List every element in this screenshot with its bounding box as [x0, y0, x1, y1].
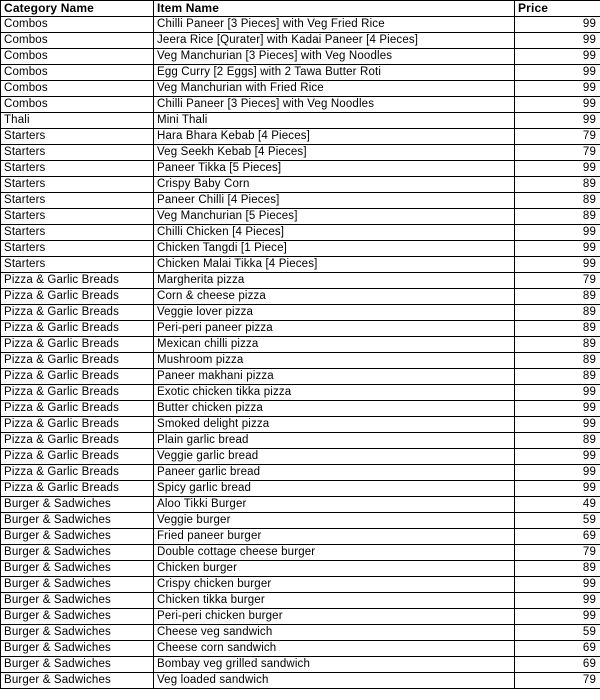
table-row: [1, 241, 600, 257]
column-header-item[interactable]: Item Name: [154, 1, 515, 17]
table-row: [1, 545, 600, 561]
price-cell[interactable]: 89: [515, 209, 600, 225]
category-cell[interactable]: Pizza & Garlic Breads: [1, 417, 154, 433]
price-cell[interactable]: 69: [515, 641, 600, 657]
table-row: [1, 609, 600, 625]
category-cell[interactable]: Burger & Sadwiches: [1, 497, 154, 513]
category-cell[interactable]: Pizza & Garlic Breads: [1, 321, 154, 337]
item-name-cell[interactable]: Aloo Tikki Burger: [154, 497, 515, 513]
item-name-cell[interactable]: Veg Manchurian with Fried Rice: [154, 81, 515, 97]
price-cell[interactable]: 59: [515, 625, 600, 641]
item-name-cell[interactable]: Chilli Paneer [3 Pieces] with Veg Noodles: [154, 97, 515, 113]
table-row: [1, 97, 600, 113]
category-cell[interactable]: Combos: [1, 17, 154, 33]
item-name-cell[interactable]: Corn & cheese pizza: [154, 289, 515, 305]
table-row: [1, 401, 600, 417]
price-cell[interactable]: 79: [515, 273, 600, 289]
column-header-category[interactable]: Category Name: [1, 1, 154, 17]
item-name-cell[interactable]: Chicken tikka burger: [154, 593, 515, 609]
item-name-cell[interactable]: Peri-peri paneer pizza: [154, 321, 515, 337]
category-cell[interactable]: Starters: [1, 177, 154, 193]
header-row: [1, 1, 600, 17]
category-cell[interactable]: Starters: [1, 145, 154, 161]
table-row: [1, 369, 600, 385]
price-cell[interactable]: 89: [515, 337, 600, 353]
item-name-cell[interactable]: Veg loaded sandwich: [154, 673, 515, 689]
price-cell[interactable]: 79: [515, 129, 600, 145]
item-name-cell[interactable]: Cheese corn sandwich: [154, 641, 515, 657]
item-name-cell[interactable]: Mini Thali: [154, 113, 515, 129]
category-cell[interactable]: Burger & Sadwiches: [1, 529, 154, 545]
category-cell[interactable]: Pizza & Garlic Breads: [1, 273, 154, 289]
table-row: [1, 337, 600, 353]
item-name-cell[interactable]: Paneer Chilli [4 Pieces]: [154, 193, 515, 209]
table-row: [1, 113, 600, 129]
item-name-cell[interactable]: Chicken Malai Tikka [4 Pieces]: [154, 257, 515, 273]
item-name-cell[interactable]: Paneer garlic bread: [154, 465, 515, 481]
table-row: [1, 321, 600, 337]
category-cell[interactable]: Starters: [1, 225, 154, 241]
item-name-cell[interactable]: Mushroom pizza: [154, 353, 515, 369]
category-cell[interactable]: Pizza & Garlic Breads: [1, 465, 154, 481]
table-row: [1, 49, 600, 65]
table-row: [1, 273, 600, 289]
price-cell[interactable]: 99: [515, 161, 600, 177]
item-name-cell[interactable]: Chilli Chicken [4 Pieces]: [154, 225, 515, 241]
category-cell[interactable]: Burger & Sadwiches: [1, 561, 154, 577]
category-cell[interactable]: Burger & Sadwiches: [1, 609, 154, 625]
item-name-cell[interactable]: Butter chicken pizza: [154, 401, 515, 417]
table-row: [1, 81, 600, 97]
price-cell[interactable]: 89: [515, 321, 600, 337]
category-cell[interactable]: Pizza & Garlic Breads: [1, 337, 154, 353]
item-name-cell[interactable]: Peri-peri chicken burger: [154, 609, 515, 625]
table-row: [1, 289, 600, 305]
table-row: [1, 449, 600, 465]
item-name-cell[interactable]: Cheese veg sandwich: [154, 625, 515, 641]
price-cell[interactable]: 99: [515, 65, 600, 81]
price-cell[interactable]: 99: [515, 417, 600, 433]
table-row: [1, 673, 600, 689]
price-cell[interactable]: 99: [515, 577, 600, 593]
price-cell[interactable]: 89: [515, 193, 600, 209]
item-name-cell[interactable]: Double cottage cheese burger: [154, 545, 515, 561]
category-cell[interactable]: Pizza & Garlic Breads: [1, 369, 154, 385]
price-cell[interactable]: 79: [515, 545, 600, 561]
table-row: [1, 33, 600, 49]
price-cell[interactable]: 89: [515, 289, 600, 305]
category-cell[interactable]: Combos: [1, 49, 154, 65]
category-cell[interactable]: Starters: [1, 129, 154, 145]
price-cell[interactable]: 99: [515, 385, 600, 401]
table-row: [1, 305, 600, 321]
table-row: [1, 657, 600, 673]
item-name-cell[interactable]: Exotic chicken tikka pizza: [154, 385, 515, 401]
price-cell[interactable]: 89: [515, 305, 600, 321]
category-cell[interactable]: Pizza & Garlic Breads: [1, 385, 154, 401]
item-name-cell[interactable]: Chicken Tangdi [1 Piece]: [154, 241, 515, 257]
category-cell[interactable]: Burger & Sadwiches: [1, 513, 154, 529]
price-cell[interactable]: 89: [515, 353, 600, 369]
item-name-cell[interactable]: Paneer makhani pizza: [154, 369, 515, 385]
table-row: [1, 385, 600, 401]
price-cell[interactable]: 99: [515, 81, 600, 97]
price-cell[interactable]: 79: [515, 145, 600, 161]
item-name-cell[interactable]: Veggie lover pizza: [154, 305, 515, 321]
category-cell[interactable]: Starters: [1, 209, 154, 225]
item-name-cell[interactable]: Jeera Rice [Qurater] with Kadai Paneer [4 Pieces]: [154, 33, 515, 49]
price-cell[interactable]: 99: [515, 593, 600, 609]
price-cell[interactable]: 99: [515, 241, 600, 257]
price-cell[interactable]: 89: [515, 433, 600, 449]
price-cell[interactable]: 49: [515, 497, 600, 513]
item-name-cell[interactable]: Fried paneer burger: [154, 529, 515, 545]
item-name-cell[interactable]: Chicken burger: [154, 561, 515, 577]
price-cell[interactable]: 69: [515, 657, 600, 673]
item-name-cell[interactable]: Egg Curry [2 Eggs] with 2 Tawa Butter Roti: [154, 65, 515, 81]
table-row: [1, 641, 600, 657]
category-cell[interactable]: Burger & Sadwiches: [1, 577, 154, 593]
table-row: [1, 209, 600, 225]
price-cell[interactable]: 99: [515, 257, 600, 273]
table-row: [1, 513, 600, 529]
table-row: [1, 561, 600, 577]
category-cell[interactable]: Starters: [1, 193, 154, 209]
category-cell[interactable]: Starters: [1, 257, 154, 273]
category-cell[interactable]: Starters: [1, 161, 154, 177]
table-row: [1, 145, 600, 161]
category-cell[interactable]: Burger & Sadwiches: [1, 625, 154, 641]
item-name-cell[interactable]: Bombay veg grilled sandwich: [154, 657, 515, 673]
category-cell[interactable]: Pizza & Garlic Breads: [1, 353, 154, 369]
item-name-cell[interactable]: Paneer Tikka [5 Pieces]: [154, 161, 515, 177]
item-name-cell[interactable]: Veg Manchurian [3 Pieces] with Veg Noodles: [154, 49, 515, 65]
price-cell[interactable]: 99: [515, 49, 600, 65]
table-row: [1, 625, 600, 641]
price-cell[interactable]: 99: [515, 449, 600, 465]
category-cell[interactable]: Burger & Sadwiches: [1, 657, 154, 673]
item-name-cell[interactable]: Smoked delight pizza: [154, 417, 515, 433]
price-cell[interactable]: 99: [515, 97, 600, 113]
table-row: [1, 353, 600, 369]
table-row: [1, 177, 600, 193]
item-name-cell[interactable]: Plain garlic bread: [154, 433, 515, 449]
table-row: [1, 65, 600, 81]
table-row: [1, 225, 600, 241]
item-name-cell[interactable]: Hara Bhara Kebab [4 Pieces]: [154, 129, 515, 145]
price-cell[interactable]: 99: [515, 113, 600, 129]
table-row: [1, 161, 600, 177]
table-row: [1, 529, 600, 545]
item-name-cell[interactable]: Spicy garlic bread: [154, 481, 515, 497]
table-row: [1, 497, 600, 513]
price-cell[interactable]: 99: [515, 17, 600, 33]
price-cell[interactable]: 89: [515, 177, 600, 193]
price-cell[interactable]: 89: [515, 369, 600, 385]
category-cell[interactable]: Burger & Sadwiches: [1, 641, 154, 657]
table-row: [1, 465, 600, 481]
price-cell[interactable]: 99: [515, 401, 600, 417]
category-cell[interactable]: Pizza & Garlic Breads: [1, 289, 154, 305]
table-row: [1, 417, 600, 433]
category-cell[interactable]: Thali: [1, 113, 154, 129]
price-cell[interactable]: 99: [515, 609, 600, 625]
category-cell[interactable]: Combos: [1, 81, 154, 97]
price-cell[interactable]: 79: [515, 673, 600, 689]
category-cell[interactable]: Pizza & Garlic Breads: [1, 305, 154, 321]
price-cell[interactable]: 99: [515, 481, 600, 497]
table-body: [1, 17, 600, 689]
category-cell[interactable]: Pizza & Garlic Breads: [1, 481, 154, 497]
category-cell[interactable]: Combos: [1, 33, 154, 49]
table-row: [1, 193, 600, 209]
category-cell[interactable]: Burger & Sadwiches: [1, 673, 154, 689]
item-name-cell[interactable]: Crispy chicken burger: [154, 577, 515, 593]
table-row: [1, 577, 600, 593]
item-name-cell[interactable]: Veggie garlic bread: [154, 449, 515, 465]
column-header-price[interactable]: Price: [515, 1, 600, 17]
price-cell[interactable]: 99: [515, 33, 600, 49]
price-cell[interactable]: 99: [515, 465, 600, 481]
item-name-cell[interactable]: Mexican chilli pizza: [154, 337, 515, 353]
item-name-cell[interactable]: Margherita pizza: [154, 273, 515, 289]
category-cell[interactable]: Burger & Sadwiches: [1, 593, 154, 609]
table-row: [1, 257, 600, 273]
price-cell[interactable]: 59: [515, 513, 600, 529]
table-row: [1, 433, 600, 449]
table-row: [1, 481, 600, 497]
table-row: [1, 593, 600, 609]
item-name-cell[interactable]: Veg Manchurian [5 Pieces]: [154, 209, 515, 225]
category-cell[interactable]: Pizza & Garlic Breads: [1, 449, 154, 465]
category-cell[interactable]: Burger & Sadwiches: [1, 545, 154, 561]
category-cell[interactable]: Pizza & Garlic Breads: [1, 433, 154, 449]
category-cell[interactable]: Combos: [1, 65, 154, 81]
price-cell[interactable]: 89: [515, 561, 600, 577]
item-name-cell[interactable]: Crispy Baby Corn: [154, 177, 515, 193]
category-cell[interactable]: Starters: [1, 241, 154, 257]
table-row: [1, 17, 600, 33]
item-name-cell[interactable]: Veg Seekh Kebab [4 Pieces]: [154, 145, 515, 161]
item-name-cell[interactable]: Chilli Paneer [3 Pieces] with Veg Fried Rice: [154, 17, 515, 33]
price-cell[interactable]: 99: [515, 225, 600, 241]
category-cell[interactable]: Pizza & Garlic Breads: [1, 401, 154, 417]
price-cell[interactable]: 69: [515, 529, 600, 545]
category-cell[interactable]: Combos: [1, 97, 154, 113]
table-row: [1, 129, 600, 145]
item-name-cell[interactable]: Veggie burger: [154, 513, 515, 529]
